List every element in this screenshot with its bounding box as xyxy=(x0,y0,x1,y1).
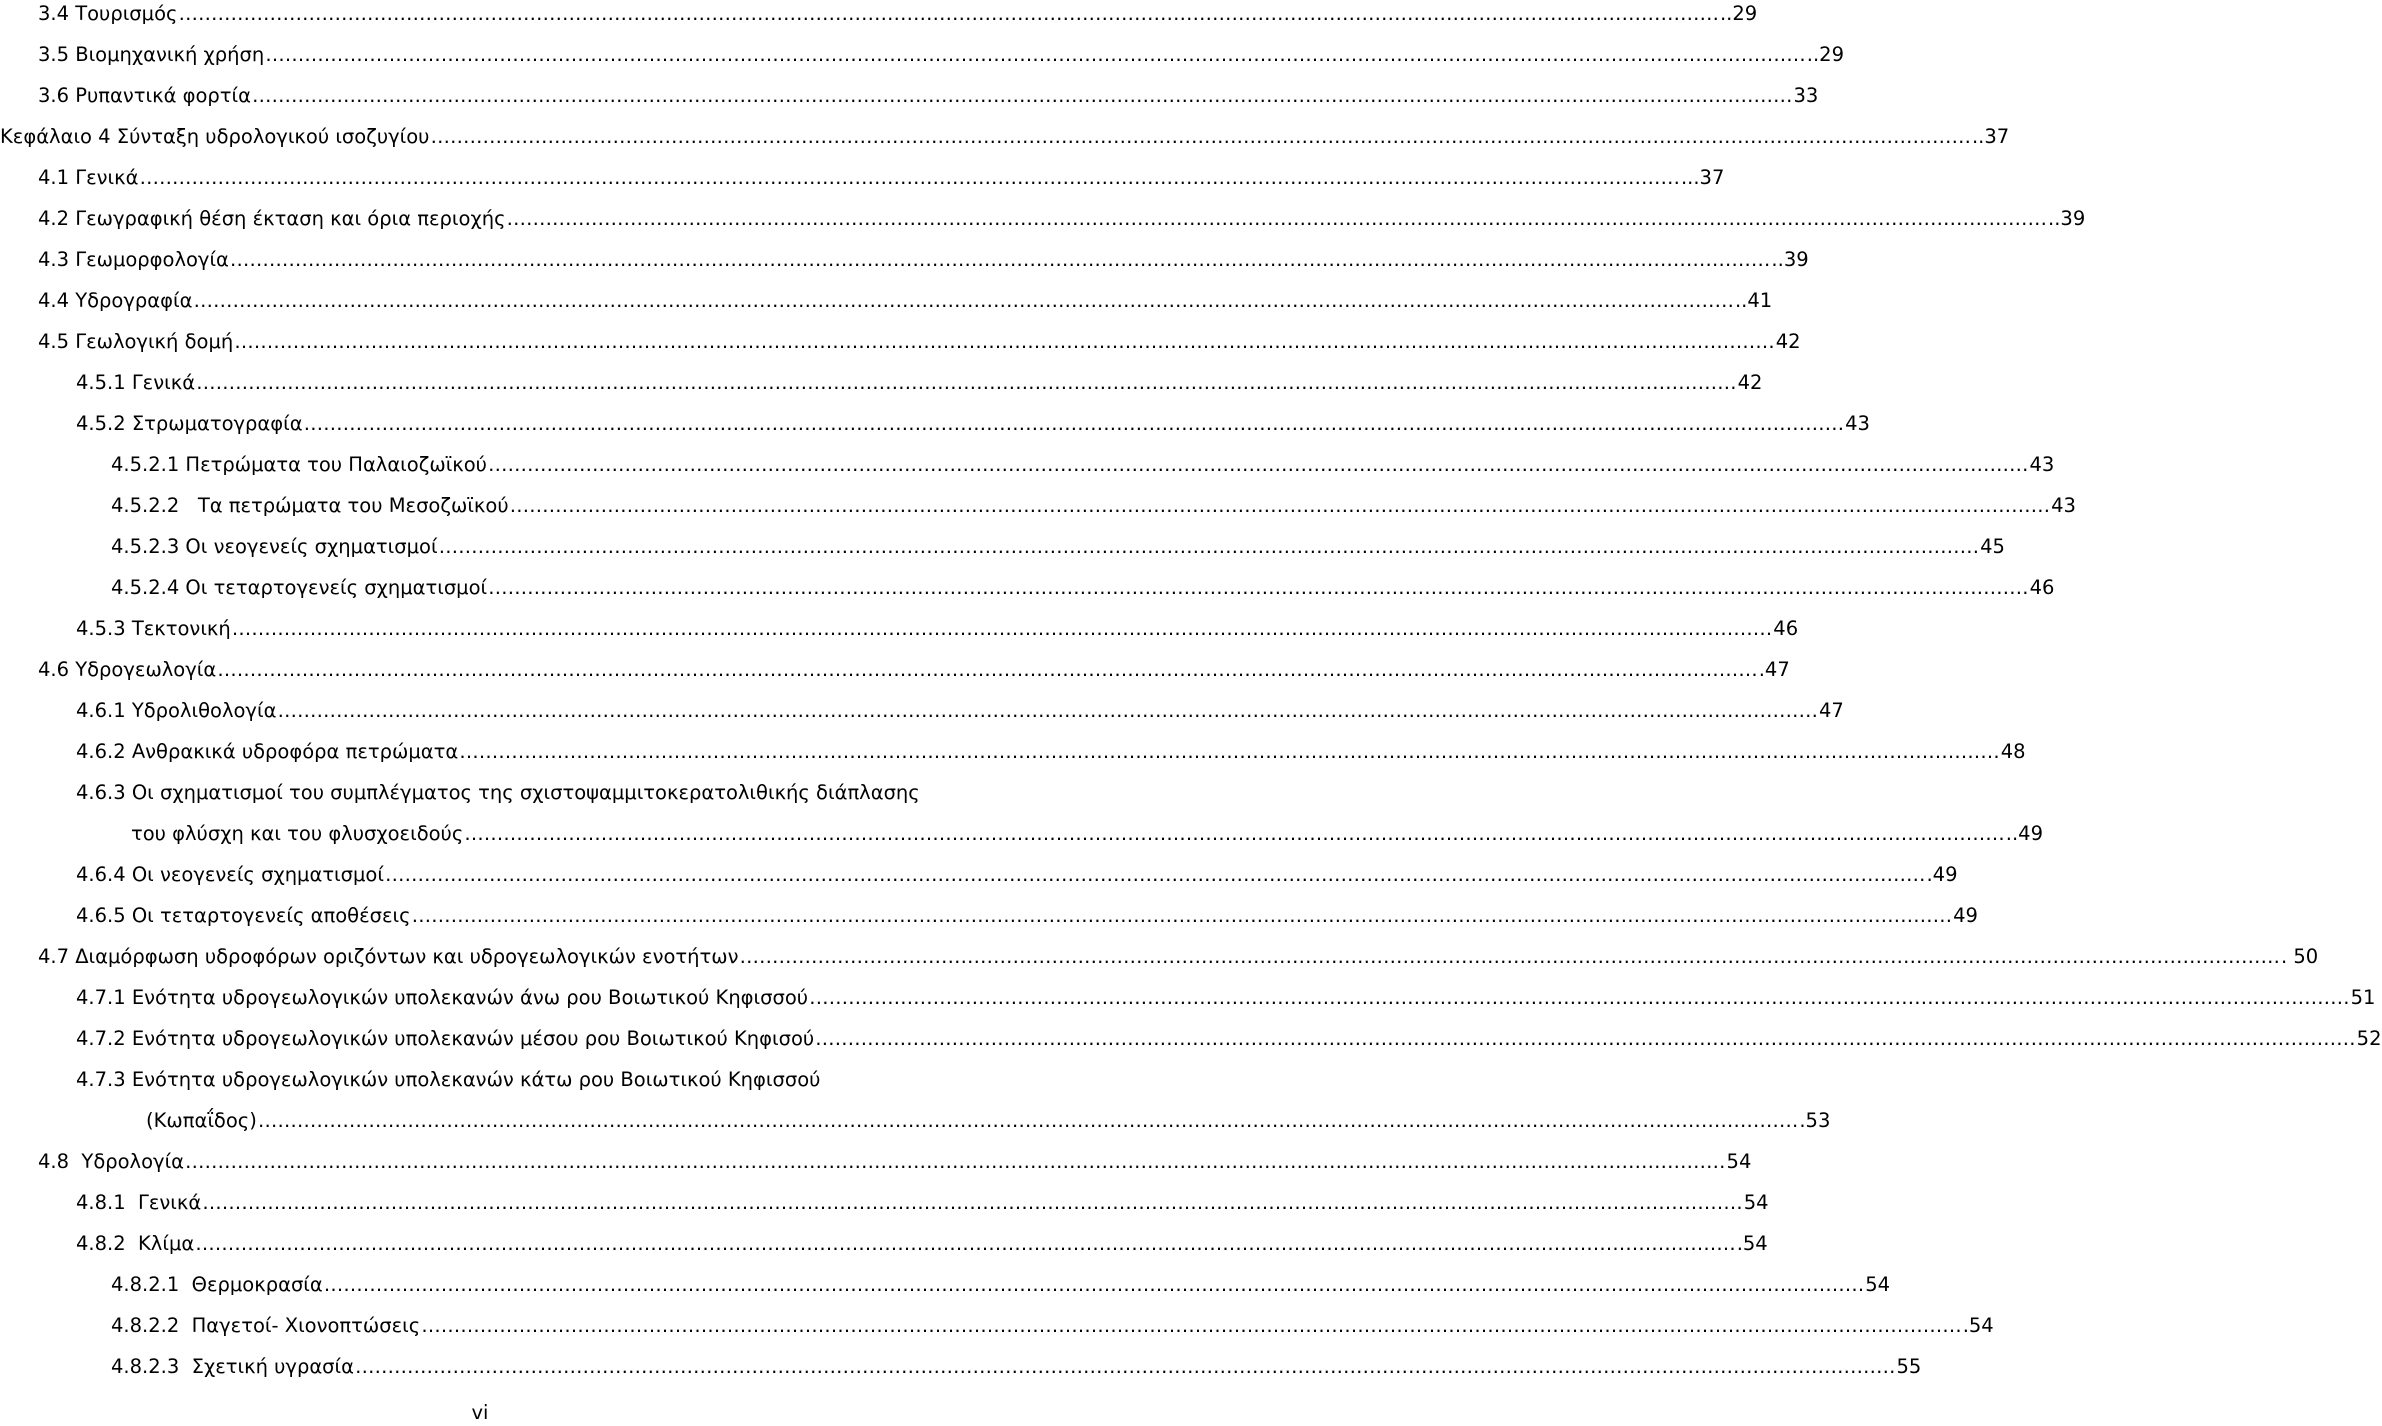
toc-leader-dots xyxy=(488,575,2029,601)
toc-entry-page: 43 xyxy=(2051,494,2076,517)
toc-leader-dots xyxy=(809,985,2350,1011)
toc-leader-dots xyxy=(139,165,1680,191)
toc-entry-page: ..41 xyxy=(1734,289,1773,312)
toc-entry-page: 54 xyxy=(1743,1191,1769,1214)
toc-entry-title: 4.8.2 Κλίμα xyxy=(76,1232,195,1255)
toc-entry xyxy=(146,1108,1831,1134)
toc-entry xyxy=(38,288,1773,314)
toc-entry xyxy=(76,985,2376,1011)
toc-entry-page: .47 xyxy=(1758,658,1790,681)
toc-entry-title: 4.6.5 Οι τεταρτογενείς αποθέσεις xyxy=(76,904,411,927)
toc-entry-title: 4.7 Διαμόρφωση υδροφόρων οριζόντων και υδρογεωλογικών ενοτήτων xyxy=(38,945,739,968)
toc-entry-title: 4.4 Υδρογραφία xyxy=(38,289,193,312)
toc-entry-title: 4.6 Υδρογεωλογία xyxy=(38,658,217,681)
toc-leader-dots xyxy=(488,452,2029,478)
toc-leader-dots xyxy=(304,411,1845,437)
toc-entry-page: 55 xyxy=(1896,1355,1922,1378)
toc-entry xyxy=(38,165,1725,191)
toc-entry xyxy=(38,1,1758,27)
toc-entry-title: 4.5.2 Στρωματογραφία xyxy=(76,412,303,435)
toc-entry xyxy=(38,206,2086,232)
toc-entry-title: του φλύσχη και του φλυσχοειδούς xyxy=(131,822,464,845)
toc-leader-dots xyxy=(185,1149,1726,1175)
toc-entry xyxy=(111,1313,1994,1339)
toc-entry-title: 4.8.1 Γενικά xyxy=(76,1191,202,1214)
toc-leader-dots xyxy=(234,329,1775,355)
toc-entry xyxy=(76,1231,1768,1257)
toc-entry-title: 4.8 Υδρολογία xyxy=(38,1150,185,1173)
toc-entry-page: 46 xyxy=(1773,617,1799,640)
toc-entry-title: 4.6.2 Ανθρακικά υδροφόρα πετρώματα xyxy=(76,740,459,763)
toc-entry-page: 47 xyxy=(1818,699,1844,722)
toc-entry xyxy=(76,1190,1769,1216)
toc-entry xyxy=(111,493,2076,519)
toc-entry xyxy=(76,1026,2382,1052)
toc-leader-dots xyxy=(324,1272,1865,1298)
toc-entry xyxy=(76,370,1763,396)
toc-entry-page: ..49 xyxy=(2005,822,2043,845)
toc-leader-dots xyxy=(196,370,1737,396)
toc-entry-title: 4.5.2.3 Οι νεογενείς σχηματισμοί xyxy=(111,535,438,558)
toc-leader-dots xyxy=(815,1026,2356,1052)
toc-entry-page: 52 xyxy=(2356,1027,2382,1050)
toc-entry xyxy=(0,124,2010,150)
toc-entry-title: 4.8.2.3 Σχετική υγρασία xyxy=(111,1355,354,1378)
toc-leader-dots xyxy=(258,1108,1799,1134)
toc-leader-dots xyxy=(252,83,1793,109)
toc-entry xyxy=(131,821,2043,847)
toc-entry-title: 4.3 Γεωμορφολογία xyxy=(38,248,229,271)
toc-leader-dots xyxy=(193,288,1734,314)
toc-entry-page: .54 xyxy=(1962,1314,1994,1337)
toc-entry xyxy=(76,903,1978,929)
toc-entry-title: 4.5 Γεωλογική δομή xyxy=(38,330,234,353)
toc-entry xyxy=(111,1354,1922,1380)
toc-entry-title: 4.7.2 Ενότητα υδρογεωλογικών υπολεκανών μέσου ρου Βοιωτικού Κηφισού xyxy=(76,1027,815,1050)
toc-leader-dots xyxy=(421,1313,1962,1339)
toc-entry-title: 4.6.3 Οι σχηματισμοί του συμπλέγματος της σχιστοψαμμιτοκερατολιθικής διάπλασης xyxy=(76,781,920,804)
toc-entry xyxy=(76,616,1799,642)
toc-entry xyxy=(111,534,2005,560)
toc-entry-title: 4.8.2.1 Θερμοκρασία xyxy=(111,1273,323,1296)
toc-leader-dots xyxy=(439,534,1980,560)
toc-entry-title: 4.5.2.4 Οι τεταρτογενείς σχηματισμοί xyxy=(111,576,488,599)
toc-entry-title: 4.6.4 Οι νεογενείς σχηματισμοί xyxy=(76,863,384,886)
toc-entry-title: 4.7.3 Ενότητα υδρογεωλογικών υπολεκανών κάτω ρου Βοιωτικού Κηφισσού xyxy=(76,1068,821,1091)
toc-entry-page: 48 xyxy=(2000,740,2026,763)
toc-entry-page: .53 xyxy=(1799,1109,1831,1132)
toc-leader-dots xyxy=(459,739,2000,765)
toc-entry xyxy=(111,452,2055,478)
toc-entry-title: 4.2 Γεωγραφική θέση έκταση και όρια περιοχής xyxy=(38,207,506,230)
toc-leader-dots xyxy=(178,1,1719,27)
toc-leader-dots xyxy=(739,944,2280,970)
toc-entry-page: 43 xyxy=(1845,412,1870,435)
toc-leader-dots xyxy=(507,206,2048,232)
toc-entry-page: 51 xyxy=(2350,986,2376,1009)
toc-entry-title: 4.8.2.2 Παγετοί- Χιονοπτώσεις xyxy=(111,1314,421,1337)
toc-leader-dots xyxy=(355,1354,1896,1380)
toc-entry xyxy=(76,411,1870,437)
toc-leader-dots xyxy=(230,247,1771,273)
toc-entry xyxy=(111,1272,1891,1298)
page-number: vi xyxy=(471,1401,489,1424)
toc-entry-title: 4.5.1 Γενικά xyxy=(76,371,196,394)
toc-entry-page: 42 xyxy=(1775,330,1801,353)
toc-entry-page: ..29 xyxy=(1806,43,1844,66)
toc-entry-page: . 50 xyxy=(2280,945,2319,968)
toc-leader-dots xyxy=(464,821,2005,847)
toc-entry-title: 3.6 Ρυπαντικά φορτία xyxy=(38,84,251,107)
toc-entry xyxy=(76,739,2026,765)
toc-entry-page: ..39 xyxy=(1771,248,1809,271)
toc-entry-page: .54 xyxy=(1736,1232,1768,1255)
toc-entry xyxy=(76,862,1958,888)
toc-entry-title: 3.4 Τουρισμός xyxy=(38,2,178,25)
toc-leader-dots xyxy=(217,657,1758,683)
toc-leader-dots xyxy=(412,903,1953,929)
toc-entry-page: 46 xyxy=(2029,576,2055,599)
toc-leader-dots xyxy=(510,493,2051,519)
toc-entry-title: 4.7.1 Ενότητα υδρογεωλογικών υπολεκανών άνω ρου Βοιωτικού Κηφισσού xyxy=(76,986,809,1009)
toc-entry-title: Κεφάλαιο 4 Σύνταξη υδρολογικού ισοζυγίου xyxy=(0,125,430,148)
toc-entry-page: .49 xyxy=(1926,863,1958,886)
toc-leader-dots xyxy=(232,616,1773,642)
toc-entry xyxy=(38,944,2319,970)
toc-entry xyxy=(76,698,1844,724)
toc-entry-page: 45 xyxy=(1980,535,2005,558)
toc-entry xyxy=(38,247,1809,273)
toc-entry-title: 4.5.2.2 Τα πετρώματα του Μεσοζωϊκού xyxy=(111,494,509,517)
toc-entry-title: 3.5 Βιομηχανική χρήση xyxy=(38,43,265,66)
toc-entry xyxy=(38,329,1801,355)
toc-entry xyxy=(38,42,1844,68)
toc-entry-page: 42 xyxy=(1737,371,1763,394)
toc-entry xyxy=(38,657,1790,683)
toc-entry xyxy=(38,83,1819,109)
toc-entry-title: 4.6.1 Υδρολιθολογία xyxy=(76,699,277,722)
toc-entry-page: 43 xyxy=(2029,453,2055,476)
toc-entry-title: 4.5.2.1 Πετρώματα του Παλαιοζωϊκού xyxy=(111,453,487,476)
toc-leader-dots xyxy=(202,1190,1743,1216)
toc-entry-page: 54 xyxy=(1726,1150,1752,1173)
toc-entry-title: 4.1 Γενικά xyxy=(38,166,139,189)
toc-entry-title: 4.5.3 Τεκτονική xyxy=(76,617,231,640)
toc-leader-dots xyxy=(265,42,1806,68)
toc-entry-page: ..37 xyxy=(1971,125,2010,148)
toc-leader-dots xyxy=(277,698,1818,724)
toc-entry-page: ...37 xyxy=(1680,166,1725,189)
toc-entry-page: 49 xyxy=(1953,904,1978,927)
toc-entry-page: 54 xyxy=(1865,1273,1891,1296)
toc-entry-page: ..29 xyxy=(1719,2,1758,25)
toc-leader-dots xyxy=(195,1231,1736,1257)
toc-entry-title: (Κωπαΐδος) xyxy=(146,1109,257,1132)
toc-entry xyxy=(111,575,2055,601)
toc-entry xyxy=(38,1149,1752,1175)
toc-entry-page: ..39 xyxy=(2048,207,2086,230)
toc-leader-dots xyxy=(385,862,1926,888)
toc-leader-dots xyxy=(430,124,1971,150)
toc-entry-page: 33 xyxy=(1793,84,1819,107)
